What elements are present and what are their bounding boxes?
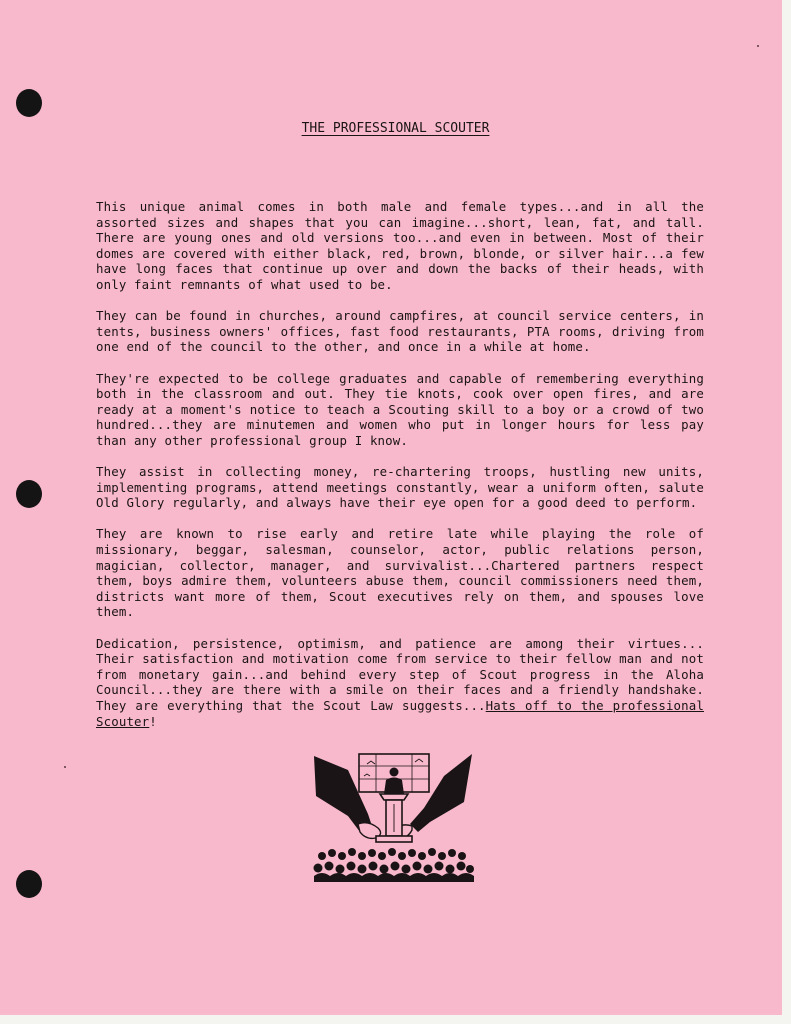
- binder-hole-top: [16, 89, 42, 117]
- speaker-figure: [384, 768, 404, 795]
- closing-underlined-text: Hats off to the professional Scouter: [96, 698, 704, 729]
- left-sleeve: [314, 756, 372, 832]
- speaker-at-podium-icon: [312, 752, 476, 884]
- paragraph-description: This unique animal comes in both male and female types...and in all the assorted sizes and shapes that you can imagine...short, lean, fat, and tall. There are young ones and old versions too...and even in between. Most of their domes are covered with either black, red, brown, blonde, or silver hair...a few have long faces that continue up over and down the backs of their heads, with only faint remnants of what used to be.: [96, 199, 704, 292]
- document-title: [0, 121, 791, 136]
- audience-crowd: [314, 848, 475, 882]
- closing-text: Dedication, persistence, optimism, and patience are among their virtues... Their satisfaction and motivation come from service to their fellow man and not from monetary gain...and behind every step of Scout progress in the Aloha Council...they are there with a smile on their faces and a friendly handshake. They are everything that the Scout Law suggests...: [96, 635, 704, 713]
- binder-hole-middle: [16, 480, 42, 508]
- binder-hole-bottom: [16, 870, 42, 898]
- paper-speck: [64, 766, 66, 768]
- paragraph-locations: They can be found in churches, around campfires, at council service centers, in tents, business owners' offices, fast food restaurants, PTA rooms, driving from one end of the council to the other, and once in a while at home.: [96, 308, 704, 355]
- paragraph-expectations: They're expected to be college graduates and capable of remembering everything both in the classroom and out. They tie knots, cook over open fires, and are ready at a moment's notice to teach a Scouting skill to a boy or a crowd of two hundred...they are minutemen and women who put in longer hours for less pay than any other professional group I know.: [96, 370, 704, 448]
- paper-speck: [757, 45, 759, 47]
- paragraph-closing: [96, 636, 704, 730]
- closing-end: !: [149, 713, 157, 729]
- paragraph-roles: They are known to rise early and retire late while playing the role of missionary, beggar, salesman, counselor, actor, public relations person, magician, collector, manager, and survivalist...Chartered partners respect them, boys admire them, volunteers abuse them, council commissioners need them, districts want more of them, Scout executives rely on them, and spouses love them.: [96, 526, 704, 620]
- document-body: [96, 199, 704, 745]
- paragraph-duties: They assist in collecting money, re-chartering troops, hustling new units, implementing programs, attend meetings constantly, wear a uniform often, salute Old Glory regularly, and always have their eye open for a good deed to perform.: [96, 464, 704, 511]
- document-title-text: THE PROFESSIONAL SCOUTER: [301, 121, 490, 136]
